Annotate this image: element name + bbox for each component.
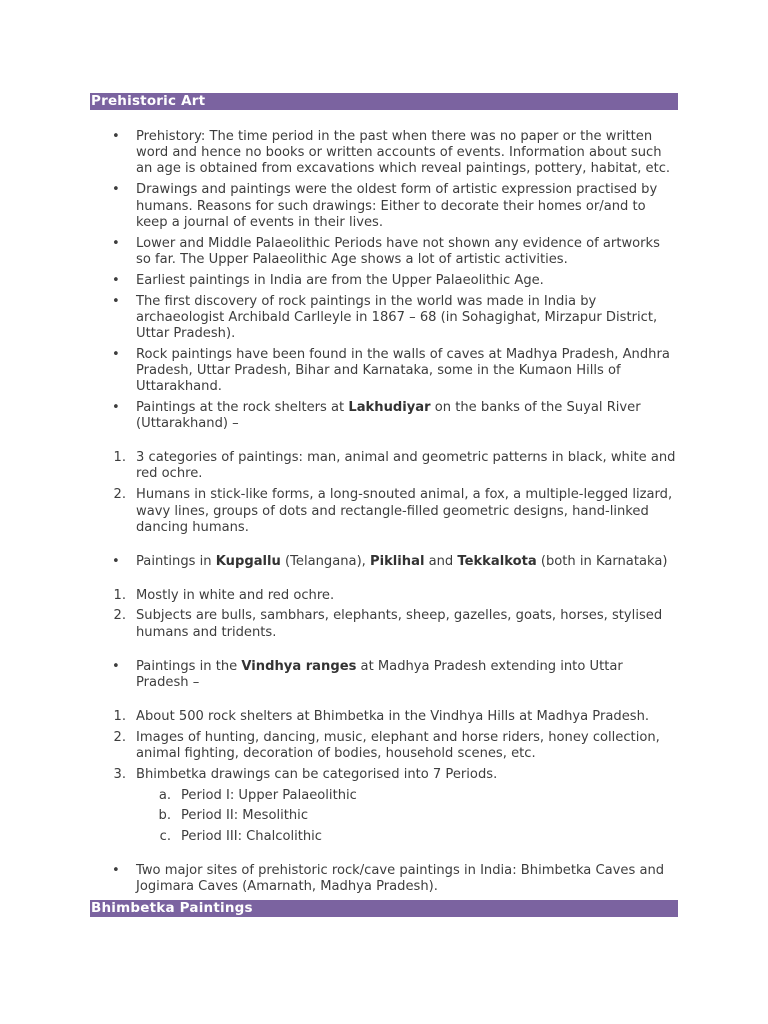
bold-term: Lakhudiyar xyxy=(348,400,431,416)
bullet-list-vindhya xyxy=(90,659,678,691)
list-item: • Rock paintings have been found in the walls of caves at Madhya Pradesh, Andhra Pradesh, Uttar Pradesh, Bihar and Karnataka, some in the Kumaon Hills of Uttarakhand. xyxy=(90,347,678,396)
list-item: • Lower and Middle Palaeolithic Periods have not shown any evidence of artworks so far. The Upper Palaeolithic Age shows a lot of artistic activities. xyxy=(90,236,678,268)
numbered-list-vindhya xyxy=(90,709,678,846)
list-item: 2. Humans in stick-like forms, a long-snouted animal, a fox, a multiple-legged lizard, wavy lines, groups of dots and rectangle-filled geometric designs, hand-linked dancing humans. xyxy=(113,487,673,535)
list-item: • Earliest paintings in India are from the Upper Palaeolithic Age. xyxy=(90,273,678,289)
list-item: 2. Images of hunting, dancing, music, elephant and horse riders, honey collection, animal fighting, decoration of bodies, household scenes, etc. xyxy=(113,729,660,761)
list-item: 1. 3 categories of paintings: man, animal and geometric patterns in black, white and red ochre. xyxy=(113,450,676,482)
list-item-kupgallu: • Paintings in Kupgallu (Telangana), Piklihal and Tekkalkota (both in Karnataka) xyxy=(90,554,678,570)
lettered-list-periods xyxy=(90,788,678,846)
numbered-list-lakhudiyar xyxy=(90,450,678,536)
document-page xyxy=(90,93,678,917)
bold-term: Vindhya ranges xyxy=(241,658,357,674)
list-item: • Drawings and paintings were the oldest form of artistic expression practised by humans. Reasons for such drawings: Either to decorate their homes or/and to keep a journal of events in their lives. xyxy=(90,182,678,231)
list-item: 2. Subjects are bulls, sambhars, elephants, sheep, gazelles, goats, horses, stylised humans and tridents. xyxy=(113,608,663,640)
list-item: • Prehistory: The time period in the past when there was no paper or the written word and hence no books or written accounts of events. Information about such an age is obtained from excavations which reveal paintings, pottery, habitat, etc. xyxy=(90,129,678,178)
section-heading-bhimbetka-paintings: Bhimbetka Paintings xyxy=(90,900,678,917)
list-item-lakhudiyar: • Paintings at the rock shelters at Lakhudiyar on the banks of the Suyal River (Uttarakhand) – xyxy=(90,400,678,432)
numbered-list-kupgallu xyxy=(90,588,678,641)
section-heading-prehistoric-art: Prehistoric Art xyxy=(90,93,678,110)
bold-term: Tekkalkota xyxy=(457,553,537,569)
bold-term: Kupgallu xyxy=(215,553,281,569)
bold-term: Piklihal xyxy=(370,553,425,569)
bullet-list-kupgallu xyxy=(90,554,678,570)
list-item: a. Period I: Upper Palaeolithic xyxy=(158,787,357,803)
list-item: c. Period III: Chalcolithic xyxy=(159,829,323,845)
list-item: • The first discovery of rock paintings in the world was made in India by archaeologist Archibald Carlleyle in 1867 – 68 (in Sohagighat, Mirzapur District, Uttar Pradesh). xyxy=(90,294,678,343)
bullet-list-sites xyxy=(90,863,678,895)
list-item: 1. About 500 rock shelters at Bhimbetka in the Vindhya Hills at Madhya Pradesh. xyxy=(113,708,650,724)
list-item-vindhya: • Paintings in the Vindhya ranges at Madhya Pradesh extending into Uttar Pradesh – xyxy=(90,659,678,691)
bullet-list-intro xyxy=(90,129,678,433)
list-item: 1. Mostly in white and red ochre. xyxy=(113,587,335,603)
list-item: b. Period II: Mesolithic xyxy=(158,808,309,824)
list-item: 3. Bhimbetka drawings can be categorised into 7 Periods. a. Period I: Upper Palaeolithic b. Period II: Mesolithic c. Period III: Chalcolithic xyxy=(90,767,678,846)
list-item: • Two major sites of prehistoric rock/cave paintings in India: Bhimbetka Caves and Jogimara Caves (Amarnath, Madhya Pradesh). xyxy=(90,863,678,895)
